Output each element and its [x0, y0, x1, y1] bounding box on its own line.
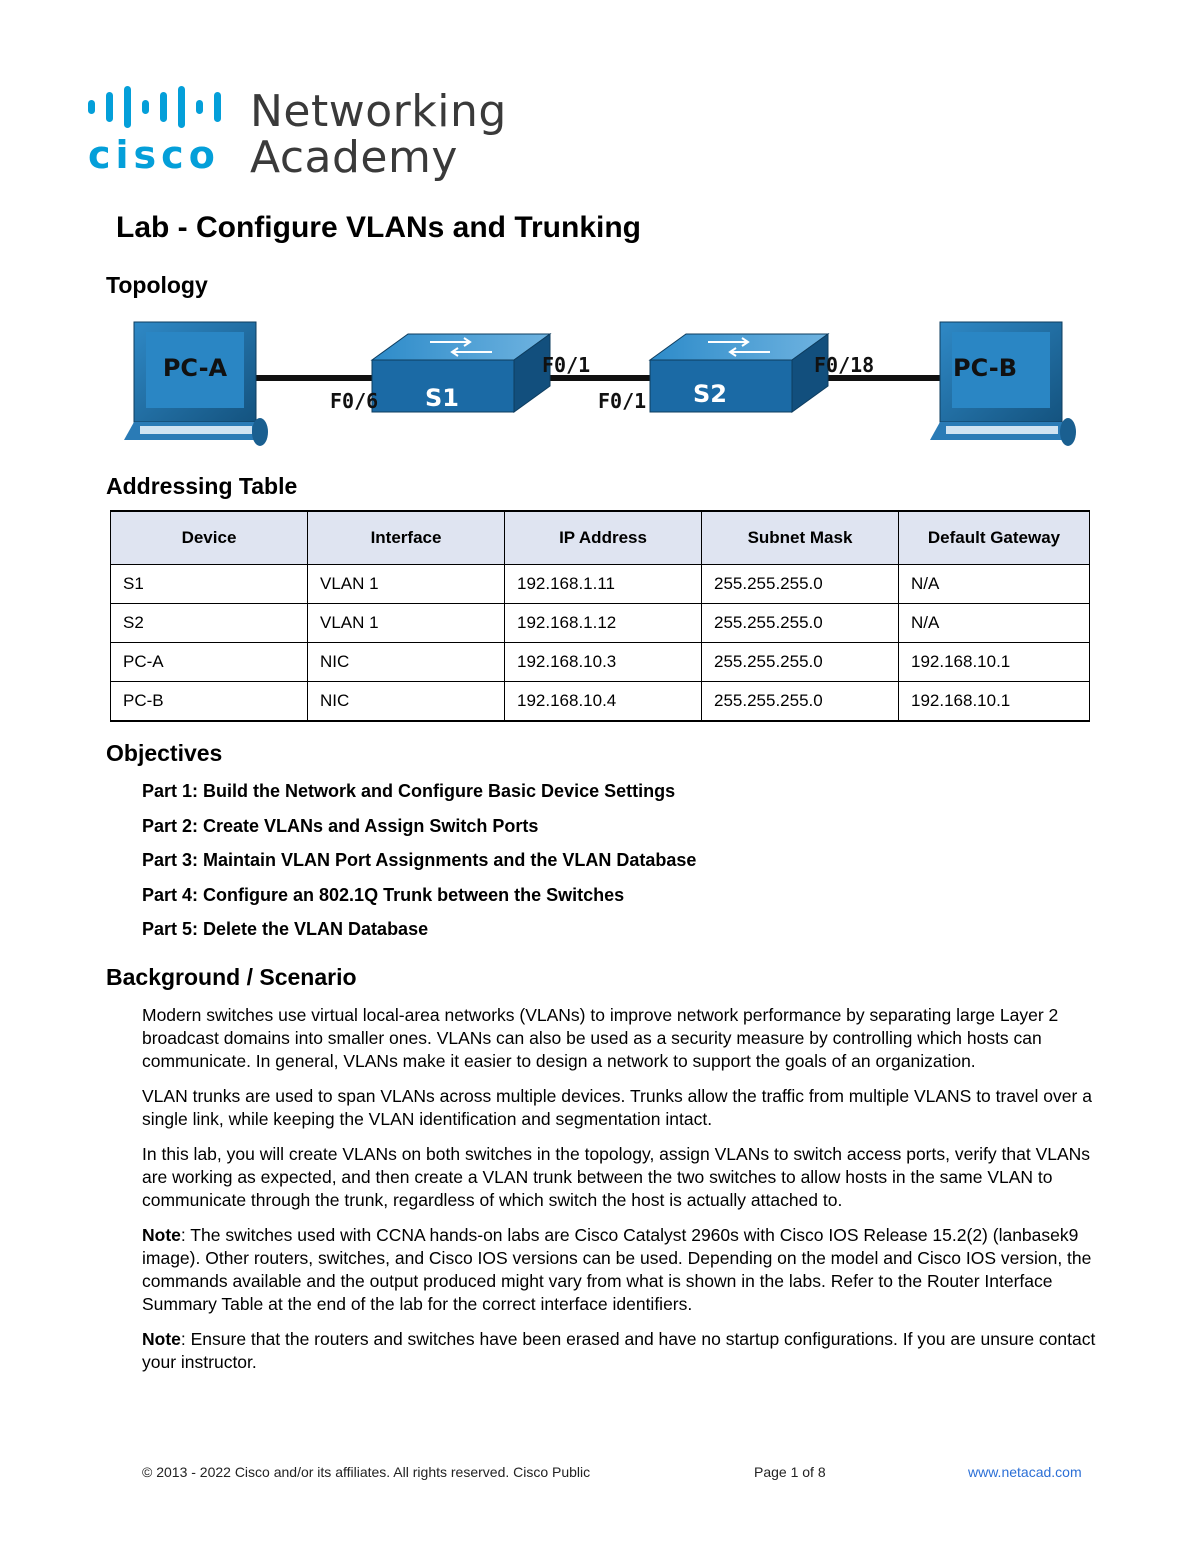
table-row — [111, 643, 1090, 682]
table-cell: 192.168.10.4 — [505, 682, 702, 722]
table-row — [111, 604, 1090, 643]
cisco-networking-academy-logo — [86, 86, 507, 186]
note-text: : Ensure that the routers and switches have been erased and have no startup configurations. If you are unsure contact your instructor. — [142, 1329, 1096, 1372]
table-cell: PC-A — [111, 643, 308, 682]
note-paragraph — [142, 1328, 1102, 1374]
objective-item: Part 3: Maintain VLAN Port Assignments and the VLAN Database — [142, 850, 697, 870]
objective-item: Part 1: Build the Network and Configure Basic Device Settings — [142, 781, 676, 801]
objectives-list — [142, 780, 696, 953]
page-title: Lab - Configure VLANs and Trunking — [116, 211, 641, 244]
table-cell: 255.255.255.0 — [702, 643, 899, 682]
column-header: IP Address — [505, 511, 702, 565]
column-header: Device — [111, 511, 308, 565]
note-label: Note — [142, 1329, 181, 1349]
s1-label: S1 — [425, 384, 459, 412]
topology-heading: Topology — [106, 272, 208, 298]
pc-b-label: PC-B — [952, 354, 1018, 382]
table-cell: 255.255.255.0 — [702, 604, 899, 643]
note-text: : The switches used with CCNA hands-on labs are Cisco Catalyst 2960s with Cisco IOS Release 15.2(2) (lanbasek9 image). Other routers, switches, and Cisco IOS versions can be used. Depending on the model and Cisco IOS version, the commands available and the output produced might vary from what is shown in the labs. Refer to the Router Interface Summary Table at the end of the lab for the correct interface identifiers. — [142, 1225, 1092, 1314]
pc-a-device — [124, 322, 268, 446]
topology-diagram — [100, 312, 1100, 462]
pc-a-label: PC-A — [162, 354, 228, 382]
objective-item: Part 2: Create VLANs and Assign Switch Ports — [142, 815, 539, 836]
note-label: Note — [142, 1225, 181, 1245]
objective-item: Part 5: Delete the VLAN Database — [142, 919, 429, 939]
port-label-s1-f01: F0/1 — [542, 353, 591, 377]
table-header-row — [111, 511, 1090, 565]
column-header: Interface — [308, 511, 505, 565]
table-cell: N/A — [899, 565, 1090, 604]
table-row — [111, 682, 1090, 722]
footer-netacad-link[interactable]: www.netacad.com — [968, 1464, 1082, 1480]
background-paragraph: In this lab, you will create VLANs on both switches in the topology, assign VLANs to switch access ports, verify that VLANs are working as expected, and then create a VLAN trunk between the two switches to allow hosts in the same VLAN to communicate through the trunk, regardless of which switch the host is actually attached to. — [142, 1144, 1091, 1210]
table-cell: S2 — [111, 604, 308, 643]
table-cell: N/A — [899, 604, 1090, 643]
addressing-table-heading: Addressing Table — [106, 473, 298, 499]
background-heading: Background / Scenario — [106, 964, 357, 990]
footer-copyright: © 2013 - 2022 Cisco and/or its affiliates. All rights reserved. Cisco Public — [142, 1464, 591, 1480]
table-row — [111, 565, 1090, 604]
table-cell: 192.168.1.12 — [505, 604, 702, 643]
logo-networking-text: Networking — [250, 86, 507, 137]
addressing-table — [110, 510, 1090, 722]
objective-item: Part 4: Configure an 802.1Q Trunk between the Switches — [142, 884, 625, 905]
table-cell: 192.168.10.1 — [899, 682, 1090, 722]
footer-page-number: Page 1 of 8 — [754, 1464, 826, 1480]
background-section — [142, 1004, 1102, 1386]
port-label-s2-f018: F0/18 — [814, 353, 875, 377]
background-paragraph: Modern switches use virtual local-area networks (VLANs) to improve network performance by separating large Layer 2 broadcast domains into smaller ones. VLANs can also be used as a security measure by controlling which hosts can communicate. In general, VLANs make it easier to design a network to support the goals of an organization. — [142, 1005, 1059, 1071]
table-cell: NIC — [308, 682, 505, 722]
table-cell: PC-B — [111, 682, 308, 722]
table-cell: S1 — [111, 565, 308, 604]
objectives-heading: Objectives — [106, 740, 223, 766]
s2-label: S2 — [693, 380, 727, 408]
column-header: Default Gateway — [899, 511, 1090, 565]
cisco-wordmark: cisco — [88, 133, 220, 177]
s2-switch — [650, 334, 828, 412]
note-paragraph — [142, 1224, 1102, 1316]
table-cell: 255.255.255.0 — [702, 682, 899, 722]
port-label-s2-f01: F0/1 — [598, 389, 647, 413]
table-cell: 192.168.10.3 — [505, 643, 702, 682]
pc-b-device — [930, 322, 1076, 446]
s1-switch — [372, 334, 550, 412]
table-cell: 192.168.1.11 — [505, 565, 702, 604]
table-cell: VLAN 1 — [308, 604, 505, 643]
table-cell: NIC — [308, 643, 505, 682]
column-header: Subnet Mask — [702, 511, 899, 565]
cisco-bridge-logo-icon — [86, 86, 246, 186]
background-paragraph: VLAN trunks are used to span VLANs across multiple devices. Trunks allow the traffic from multiple VLANS to travel over a single link, while keeping the VLAN identification and segmentation intact. — [142, 1086, 1092, 1129]
table-cell: 255.255.255.0 — [702, 565, 899, 604]
table-cell: 192.168.10.1 — [899, 643, 1090, 682]
logo-academy-text: Academy — [250, 132, 458, 183]
table-cell: VLAN 1 — [308, 565, 505, 604]
port-label-s1-f06: F0/6 — [330, 389, 379, 413]
